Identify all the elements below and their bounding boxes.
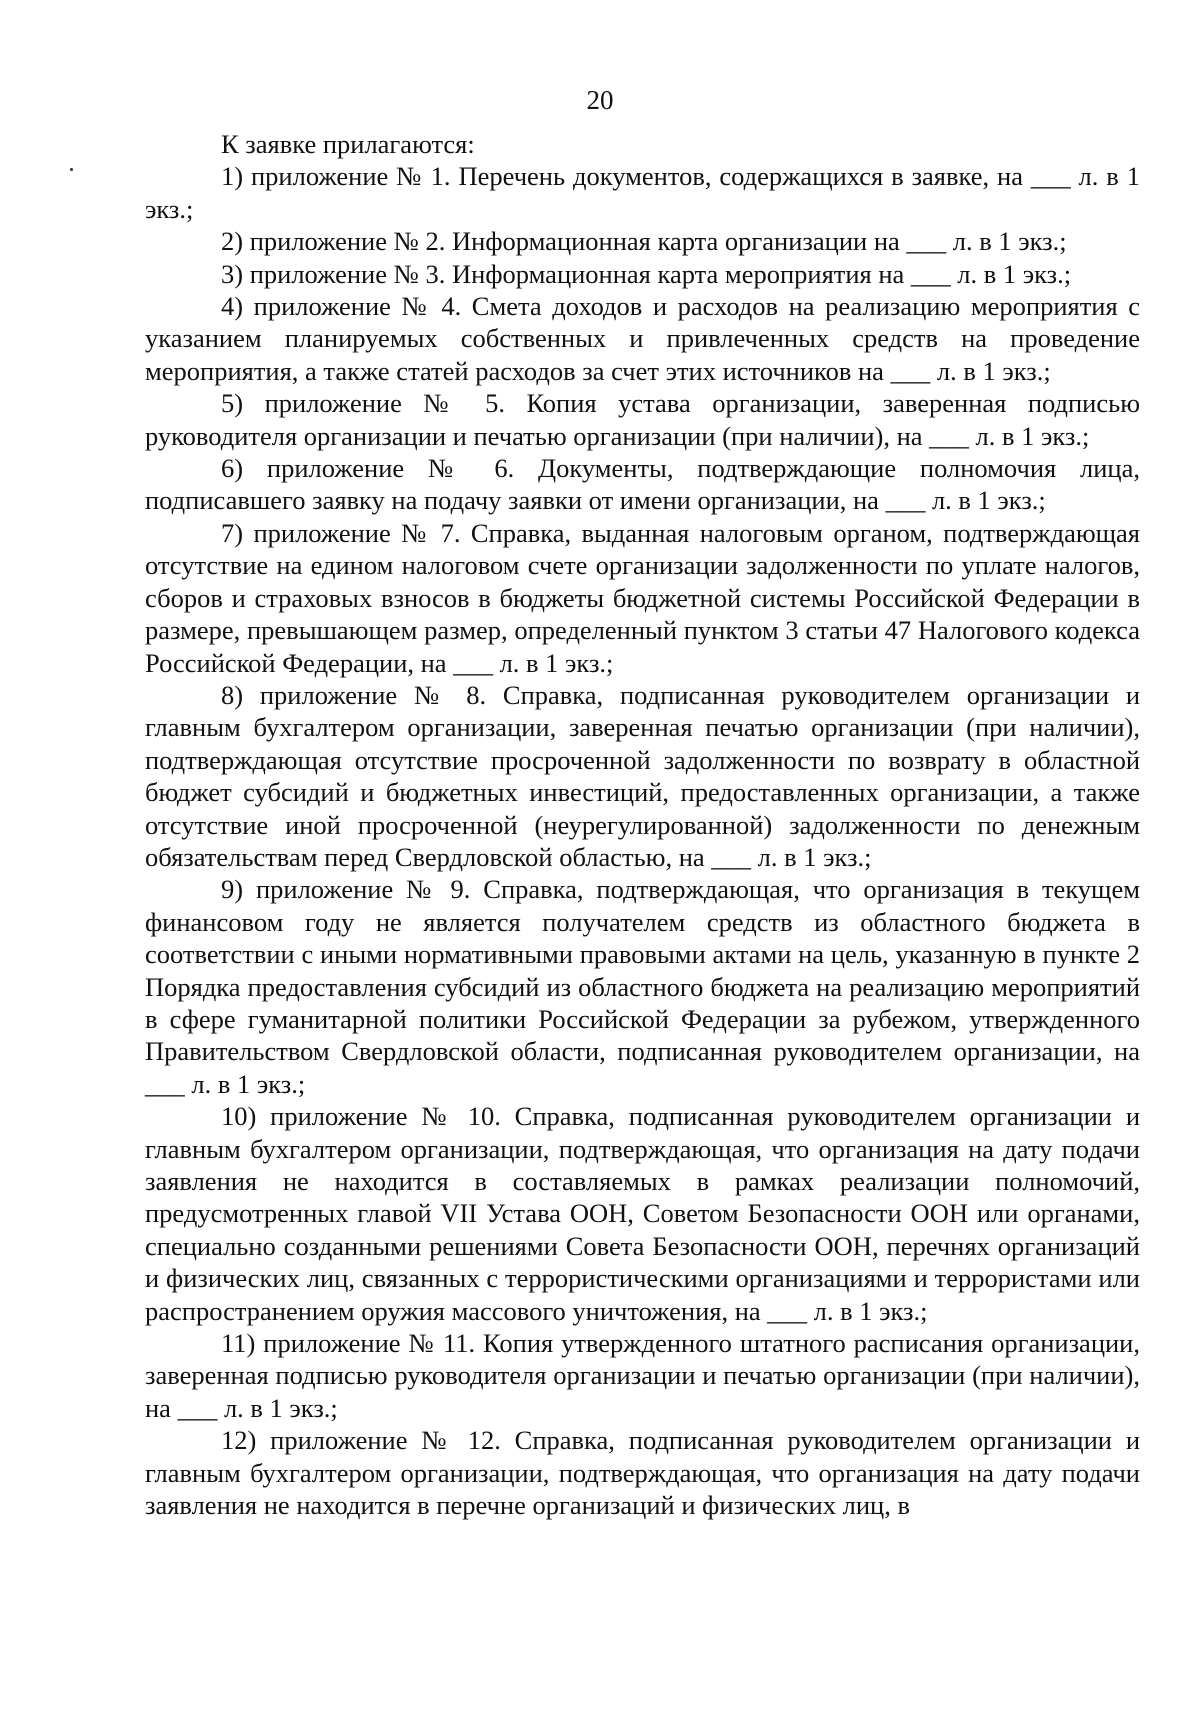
attachment-item-8: 8) приложение № 8. Справка, подписанная руководителем организации и главным бухгалтером организации, заверенная печатью организации (при наличии), подтверждающая отсутствие просроченной задолженности по возврату в областной бюджет субсидий и бюджетных инвестиций, предоставленных организации, а также отсутствие иной просроченной (неурегулированной) задолженности по денежным обязательствам перед Свердловской областью, на ___ л. в 1 экз.; <box>145 679 1140 872</box>
attachment-item-9: 9) приложение № 9. Справка, подтверждающая, что организация в текущем финансовом году не является получателем средств из областного бюджета в соответствии с иными нормативными правовыми актами на цель, указанную в пункте 2 Порядка предоставления субсидий из областного бюджета на реализацию мероприятий в сфере гуманитарной политики Российской Федерации за рубежом, утвержденного Правительством Свердловской области, подписанная руководителем организации, на ___ л. в 1 экз.; <box>145 874 1140 1099</box>
attachment-item-5: 5) приложение № 5. Копия устава организации, заверенная подписью руководителя организации и печатью организации (при наличии), на ___ л. в 1 экз.; <box>145 388 1140 451</box>
attachment-item-11: 11) приложение № 11. Копия утвержденного штатного расписания организации, заверенная подписью руководителя организации и печатью организации (при наличии), на ___ л. в 1 экз.; <box>145 1328 1140 1423</box>
document-body <box>145 128 1140 1521</box>
scan-dot-mark <box>70 168 73 171</box>
attachment-item-1: 1) приложение № 1. Перечень документов, содержащихся в заявке, на ___ л. в 1 экз.; <box>145 161 1140 224</box>
attachment-item-3: 3) приложение № 3. Информационная карта мероприятия на ___ л. в 1 экз.; <box>221 258 1072 289</box>
page-number: 20 <box>586 85 614 115</box>
attachment-item-12: 12) приложение № 12. Справка, подписанная руководителем организации и главным бухгалтером организации, подтверждающая, что организация на дату подачи заявления не находится в перечне организаций и физических лиц, в <box>145 1425 1140 1521</box>
attachment-item-2: 2) приложение № 2. Информационная карта организации на ___ л. в 1 экз.; <box>221 226 1067 257</box>
attachment-item-4: 4) приложение № 4. Смета доходов и расходов на реализацию мероприятия с указанием планируемых собственных и привлеченных средств на проведение мероприятия, а также статей расходов за счет этих источников на ___ л. в 1 экз.; <box>145 291 1140 386</box>
intro-paragraph: К заявке прилагаются: <box>221 129 475 159</box>
attachment-item-6: 6) приложение № 6. Документы, подтверждающие полномочия лица, подписавшего заявку на подачу заявки от имени организации, на ___ л. в 1 экз.; <box>145 453 1140 516</box>
attachment-item-7: 7) приложение № 7. Справка, выданная налоговым органом, подтверждающая отсутствие на едином налоговом счете организации задолженности по уплате налогов, сборов и страховых взносов в бюджеты бюджетной системы Российской Федерации в размере, превышающем размер, определенный пунктом 3 статьи 47 Налогового кодекса Российской Федерации, на ___ л. в 1 экз.; <box>145 517 1140 678</box>
attachment-item-10: 10) приложение № 10. Справка, подписанная руководителем организации и главным бухгалтером организации, подтверждающая, что организация на дату подачи заявления не находится в составляемых в рамках реализации полномочий, предусмотренных главой VII Устава ООН, Советом Безопасности ООН или органами, специально созданными решениями Совета Безопасности ООН, перечнях организаций и физических лиц, связанных с террористическими организациями и террористами или распространением оружия массового уничтожения, на ___ л. в 1 экз.; <box>145 1101 1140 1326</box>
